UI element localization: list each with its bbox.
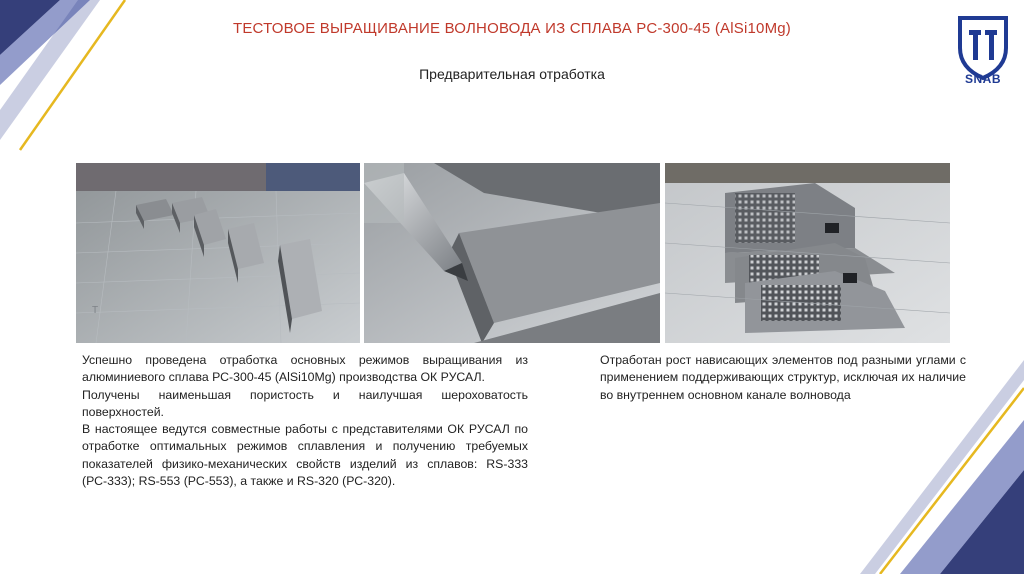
photo-closeup-pen <box>364 163 660 343</box>
left-paragraph-1: Успешно проведена отработка основных режимов выращивания из алюминиевого сплава РС-300-45 (AlSi10Mg) производства ОК РУСАЛ. <box>82 353 528 385</box>
left-paragraph-2: Получены наименьшая пористость и наилучшая шероховатость поверхностей. <box>82 387 528 419</box>
left-description <box>82 352 528 490</box>
photo-waveguide-parts <box>665 163 950 343</box>
logo-text: SNAB <box>964 72 1001 86</box>
right-paragraph-1: Отработан рост нависающих элементов под разными углами с применением поддерживающих структур, исключая их наличие во внутреннем основном канале волновода <box>600 353 966 402</box>
svg-text:T: T <box>92 305 99 316</box>
right-description <box>600 352 966 404</box>
slide-subtitle: Предварительная отработка <box>419 66 605 82</box>
slide-title: ТЕСТОВОЕ ВЫРАЩИВАНИЕ ВОЛНОВОДА ИЗ СПЛАВА РС-300-45 (AlSi10Mg) <box>232 20 792 37</box>
left-paragraph-3: В настоящее ведутся совместные работы с представителями ОК РУСАЛ по отработке оптимальных режимов сплавления и получению требуемых показателей физико-механических свойств изделий из сплавов: RS-333 (РС-333); RS-553 (РС-553), а также и RS-320 (РС-320). <box>82 422 528 489</box>
photo-printed-bars <box>76 163 360 343</box>
